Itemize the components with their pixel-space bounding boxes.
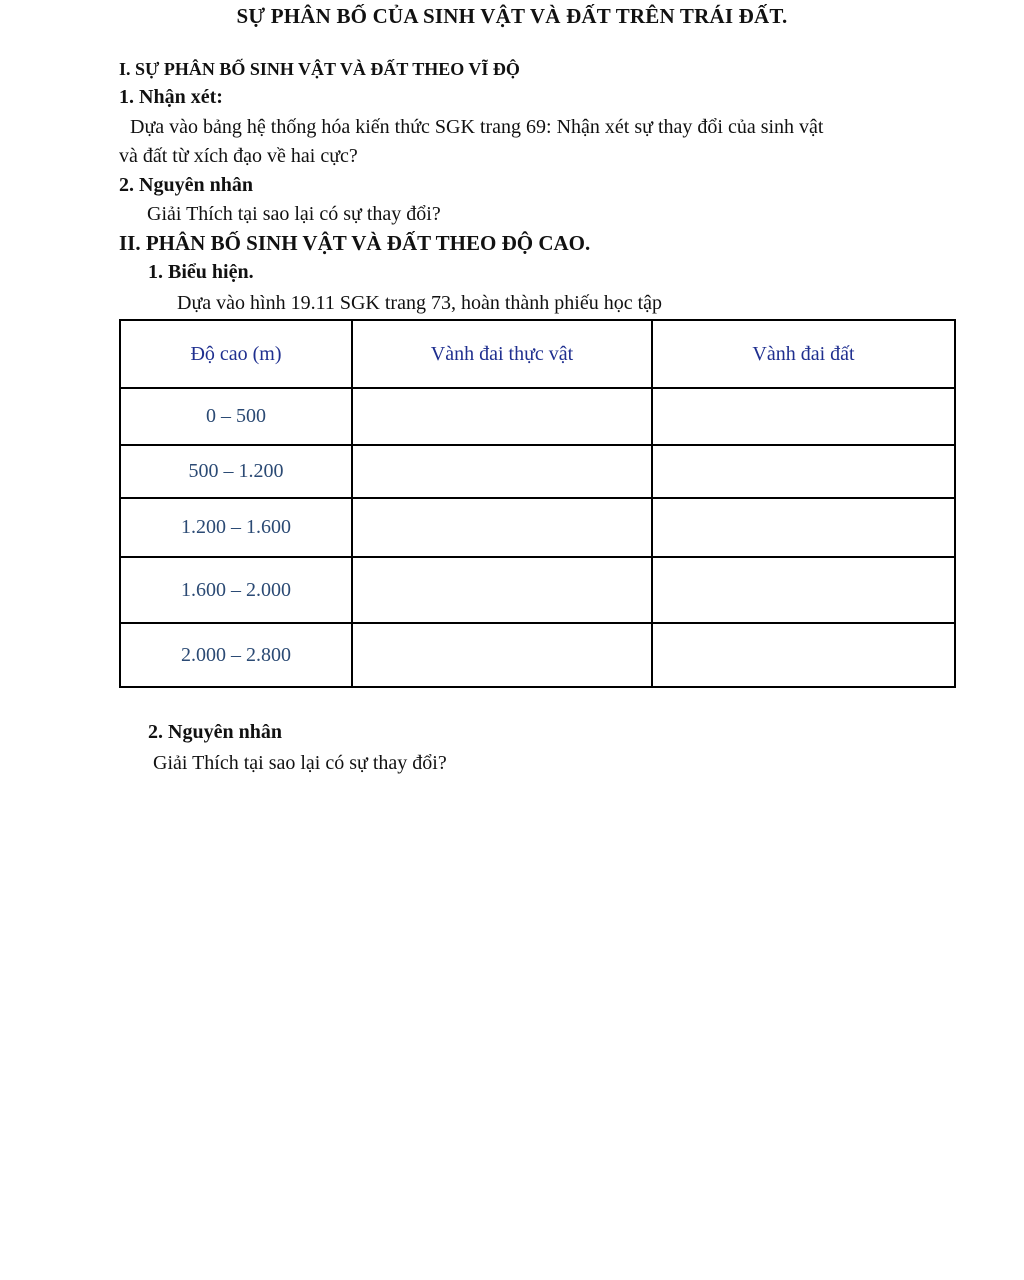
page-title: SỰ PHÂN BỐ CỦA SINH VẬT VÀ ĐẤT TRÊN TRÁI ĐẤT. [236, 4, 788, 28]
table-row [120, 498, 955, 557]
header-vegetation-belt: Vành đai thực vật [352, 320, 652, 388]
section-2-sub1-text: Dựa vào hình 19.11 SGK trang 73, hoàn thành phiếu học tập [177, 292, 663, 314]
vegetation-cell[interactable] [352, 498, 652, 557]
soil-cell[interactable] [652, 557, 955, 623]
vegetation-cell[interactable] [352, 557, 652, 623]
section-1-sub2-heading: 2. Nguyên nhân [119, 174, 253, 196]
table-row [120, 445, 955, 498]
section-1-sub1-heading: 1. Nhận xét: [119, 86, 223, 108]
altitude-cell: 1.200 – 1.600 [120, 498, 352, 557]
section-1-sub1-text-line1: Dựa vào bảng hệ thống hóa kiến thức SGK trang 69: Nhận xét sự thay đổi của sinh vật [130, 116, 824, 138]
vegetation-cell[interactable] [352, 445, 652, 498]
altitude-cell: 0 – 500 [120, 388, 352, 445]
soil-cell[interactable] [652, 498, 955, 557]
section-1-heading: I. SỰ PHÂN BỐ SINH VẬT VÀ ĐẤT THEO VĨ ĐỘ [119, 59, 520, 79]
section-1-sub1-text-line2: và đất từ xích đạo về hai cực? [119, 145, 358, 167]
section-2-sub2-heading: 2. Nguyên nhân [148, 721, 282, 743]
header-soil-belt: Vành đai đất [652, 320, 955, 388]
table-row [120, 623, 955, 687]
table-row [120, 388, 955, 445]
header-altitude: Độ cao (m) [120, 320, 352, 388]
section-2-sub1-heading: 1. Biểu hiện. [148, 261, 254, 283]
vegetation-cell[interactable] [352, 388, 652, 445]
table-header-row [120, 320, 955, 388]
vegetation-cell[interactable] [352, 623, 652, 687]
worksheet-table [119, 319, 956, 688]
section-2-sub2-text: Giải Thích tại sao lại có sự thay đổi? [153, 752, 447, 774]
soil-cell[interactable] [652, 623, 955, 687]
altitude-cell: 2.000 – 2.800 [120, 623, 352, 687]
table-row [120, 557, 955, 623]
section-2-heading: II. PHÂN BỐ SINH VẬT VÀ ĐẤT THEO ĐỘ CAO. [119, 231, 591, 255]
soil-cell[interactable] [652, 445, 955, 498]
section-1-sub2-text: Giải Thích tại sao lại có sự thay đổi? [147, 203, 441, 225]
soil-cell[interactable] [652, 388, 955, 445]
altitude-cell: 1.600 – 2.000 [120, 557, 352, 623]
altitude-cell: 500 – 1.200 [120, 445, 352, 498]
